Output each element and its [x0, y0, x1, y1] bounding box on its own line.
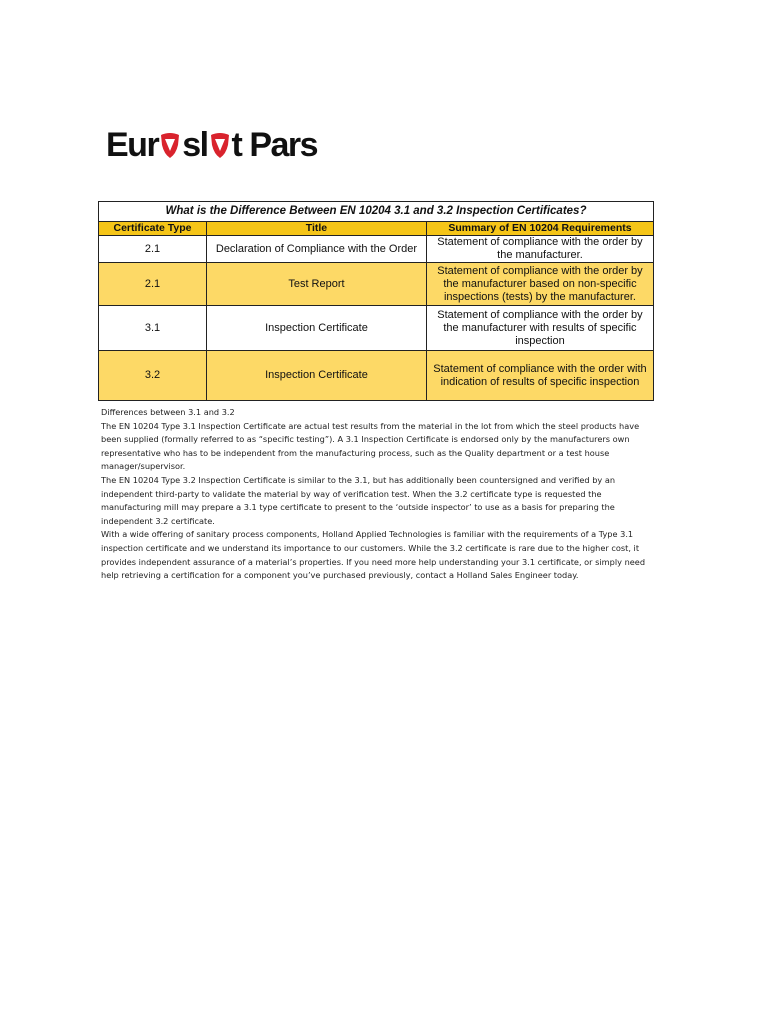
- paragraph-type-3-2: The EN 10204 Type 3.2 Inspection Certificate is similar to the 3.1, but has additionally been countersigned and verified by an independent third-party to validate the material by way of verification test. When the 3.2 certificate type is requested the manufacturing mill may prepare a 3.1 type certificate to present to the ‘outside inspector’ to use as a basis for preparing the independent 3.2 certificate.: [101, 474, 616, 526]
- cell-title: Inspection Certificate: [206, 306, 426, 351]
- column-header-title: Title: [206, 222, 426, 236]
- cell-type: 3.1: [99, 306, 207, 351]
- table-row: [99, 236, 654, 263]
- cell-summary: Statement of compliance with the order by the manufacturer.: [426, 236, 653, 263]
- cell-summary: Statement of compliance with the order with indication of results of specific inspection: [426, 351, 653, 401]
- certificate-comparison-table: [98, 201, 654, 401]
- cell-title: Declaration of Compliance with the Order: [206, 236, 426, 263]
- logo-shield-icon-2: [209, 131, 231, 159]
- cell-title: Inspection Certificate: [206, 351, 426, 401]
- table-row: [99, 263, 654, 306]
- column-header-summary: Summary of EN 10204 Requirements: [426, 222, 653, 236]
- table-row: [99, 351, 654, 401]
- logo-shield-icon: [159, 131, 181, 159]
- logo-text-mid: sl: [182, 126, 208, 164]
- table-caption: What is the Difference Between EN 10204 3.1 and 3.2 Inspection Certificates?: [99, 202, 654, 222]
- logo-text-right: t Pars: [231, 126, 318, 164]
- company-logo: [106, 128, 317, 162]
- section-heading: Differences between 3.1 and 3.2: [101, 407, 235, 417]
- cell-summary: Statement of compliance with the order by the manufacturer with results of specific inspection: [426, 306, 653, 351]
- cell-summary: Statement of compliance with the order by the manufacturer based on non-specific inspections (tests) by the manufacturer.: [426, 263, 653, 306]
- cell-title: Test Report: [206, 263, 426, 306]
- cell-type: 2.1: [99, 263, 207, 306]
- column-header-certificate-type: Certificate Type: [99, 222, 207, 236]
- body-text: [101, 406, 649, 583]
- paragraph-type-3-1: The EN 10204 Type 3.1 Inspection Certificate are actual test results from the material in the lot from which the steel products have been supplied (formally referred to as “specific testing”). A 3.1 Inspection Certificate is endorsed only by the manufacturers own representative who has to be independent from the manufacturing process, such as the Quality department or a test house manager/supervisor.: [101, 420, 640, 472]
- paragraph-holland: With a wide offering of sanitary process components, Holland Applied Technologies is familiar with the requirements of a Type 3.1 inspection certificate and we understand its importance to our customers. While the 3.2 certificate is rare due to the higher cost, it provides independent assurance of a material’s properties. If you need more help understanding your 3.1 certificate, or simply need help retrieving a certification for a component you’ve purchased previously, contact a Holland Sales Engineer today.: [101, 529, 646, 581]
- cell-type: 3.2: [99, 351, 207, 401]
- logo-text-left: Eur: [106, 126, 159, 164]
- cell-type: 2.1: [99, 236, 207, 263]
- table-row: [99, 306, 654, 351]
